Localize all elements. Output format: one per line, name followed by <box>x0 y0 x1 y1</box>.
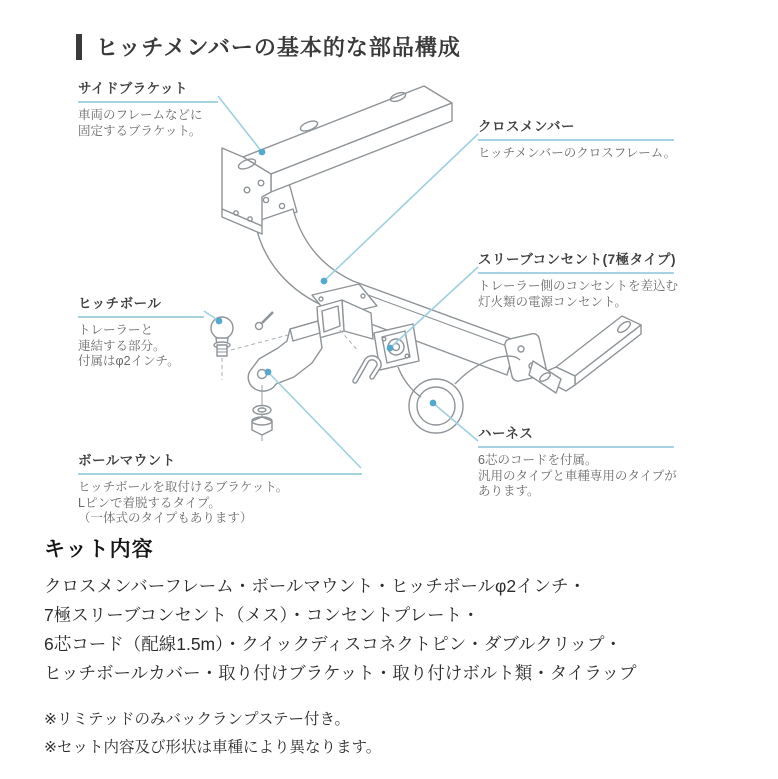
kit-contents-section <box>44 533 744 762</box>
label-side-bracket-desc: 固定するブラケット。 <box>78 123 202 138</box>
label-ball-mount-desc: （一体式のタイプもあります） <box>78 511 253 525</box>
label-cross-member-title: クロスメンバー <box>478 115 674 141</box>
callout-dot-sleeve-outlet <box>387 345 394 352</box>
kit-note: ※リミテッドのみバックランプステー付き。 <box>44 711 350 728</box>
washer-nut-drawing <box>252 385 272 441</box>
label-harness-title: ハーネス <box>478 422 674 448</box>
ball-mount-drawing <box>248 321 322 391</box>
kit-line: ヒッチボールカバー・取り付けブラケット・取り付けボルト類・タイラップ <box>44 663 637 683</box>
right-side-bracket-drawing <box>529 316 641 393</box>
label-ball-mount <box>78 449 362 527</box>
kit-line: 6芯コード（配線1.5m）・クイックディスコネクトピン・ダブルクリップ・ <box>44 634 623 654</box>
label-side-bracket <box>78 77 218 139</box>
label-cross-member-desc: ヒッチメンバーのクロスフレーム。 <box>478 146 677 160</box>
label-sleeve-outlet-desc: 灯火類の電源コンセント。 <box>478 294 627 309</box>
label-sleeve-outlet-title: スリーブコンセント(7極タイプ) <box>478 248 674 274</box>
label-harness-desc: 汎用のタイプと車種専用のタイプが <box>478 468 677 483</box>
label-ball-mount-desc: Lピンで着脱するタイプ。 <box>78 495 221 510</box>
kit-note: ※セット内容及び形状は車種により異なります。 <box>44 739 382 756</box>
label-sleeve-outlet-desc: トレーラー側のコンセントを差込む <box>478 279 679 293</box>
callout-line-side-bracket <box>218 96 262 152</box>
l-pin-drawing <box>355 358 379 381</box>
label-ball-mount-desc: ヒッチボールを取付けるブラケット。 <box>78 480 289 494</box>
label-side-bracket-title: サイドブラケット <box>78 77 218 103</box>
kit-line: クロスメンバーフレーム・ボールマウント・ヒッチボールφ2インチ・ <box>44 576 587 596</box>
label-harness-desc: 6芯のコードを付属。 <box>478 453 598 467</box>
quick-pin-drawing <box>256 312 274 330</box>
kit-lines <box>44 572 744 688</box>
hitch-ball-drawing <box>211 317 233 356</box>
page-title: ヒッチメンバーの基本的な部品構成 <box>96 35 461 60</box>
kit-line: 7極スリーブコンセント（メス）・コンセントプレート・ <box>44 605 480 625</box>
label-sleeve-outlet <box>478 248 679 310</box>
callout-dot-hitch-ball <box>216 318 223 325</box>
label-hitch-ball-desc: トレーラーと <box>78 323 154 337</box>
label-side-bracket-desc: 車両のフレームなどに <box>78 108 203 122</box>
label-hitch-ball-desc: 付属はφ2インチ。 <box>78 354 180 368</box>
label-harness <box>478 422 677 500</box>
label-hitch-ball-title: ヒッチボール <box>78 292 204 318</box>
kit-notes <box>44 706 744 762</box>
side-bracket-drawing <box>222 86 452 234</box>
label-hitch-ball-desc: 連結する部分。 <box>78 338 166 353</box>
label-harness-desc: あります。 <box>478 484 540 498</box>
label-cross-member <box>478 115 677 162</box>
callout-dot-cross-member <box>321 278 328 285</box>
kit-heading: キット内容 <box>44 538 154 561</box>
callout-dot-ball-mount <box>265 369 272 376</box>
label-hitch-ball <box>78 292 204 370</box>
label-ball-mount-title: ボールマウント <box>78 449 362 475</box>
callout-dot-harness <box>430 400 437 407</box>
callout-dot-side-bracket <box>259 149 266 156</box>
